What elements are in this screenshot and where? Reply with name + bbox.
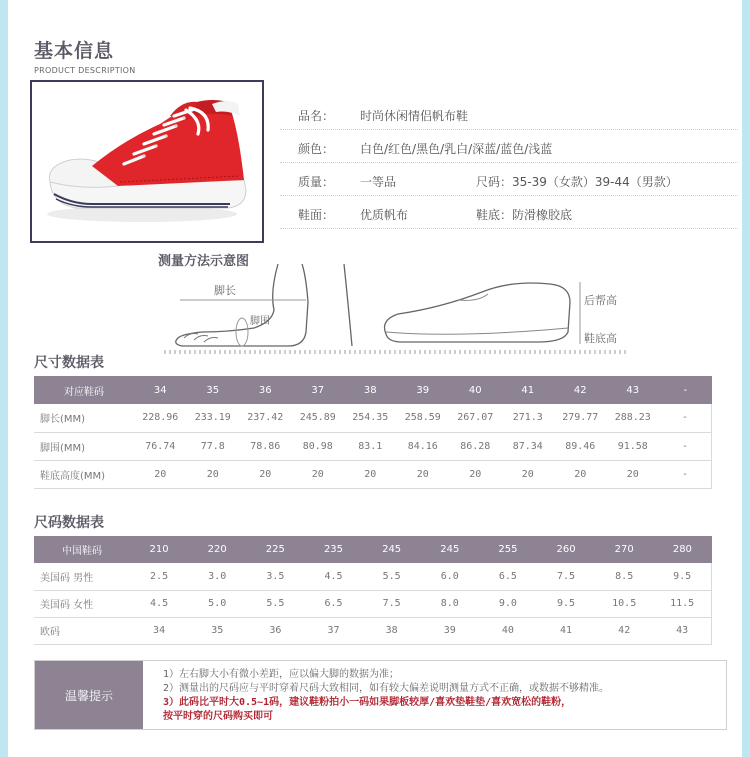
table-cell: 245 [421, 536, 479, 563]
foot-length-label: 脚长 [214, 284, 236, 297]
table-cell: 7.5 [537, 563, 595, 590]
table-cell: 80.98 [292, 432, 345, 460]
table-cell: 34 [130, 617, 188, 644]
code-table-title: 尺码数据表 [34, 515, 104, 531]
table-cell: 225 [246, 536, 304, 563]
table-cell: 78.86 [239, 432, 292, 460]
info-extra: 尺码：35-39（女款）39-44（男款） [476, 175, 678, 189]
table-cell: 245.89 [292, 404, 345, 432]
table-cell: 20 [239, 460, 292, 488]
tip-line-3: 3）此码比平时大0.5~1码，建议鞋粉拍小一码如果脚板较厚/喜欢垫鞋垫/喜欢宽松的鞋粉， [163, 697, 572, 708]
info-value: 一等品 [360, 175, 397, 189]
basic-info-subtitle: PRODUCT DESCRIPTION [34, 66, 136, 75]
table-cell: 89.46 [554, 432, 607, 460]
info-row-color [280, 130, 738, 163]
table-cell: 20 [134, 460, 187, 488]
table-cell: 5.5 [246, 590, 304, 617]
table-cell: 267.07 [449, 404, 502, 432]
tip-line-4: 按平时穿的尺码购买即可 [163, 711, 273, 722]
table-cell: 233.19 [187, 404, 240, 432]
info-value: 优质帆布 [360, 208, 409, 222]
table-cell: 9.0 [479, 590, 537, 617]
tips-box [34, 660, 727, 730]
table-row [34, 563, 712, 590]
table-row [34, 590, 712, 617]
info-value: 白色/红色/黑色/乳白/深蓝/蓝色/浅蓝 [360, 142, 553, 156]
table-cell: 5.5 [363, 563, 421, 590]
size-data-table [34, 376, 712, 489]
table-cell: 10.5 [595, 590, 653, 617]
table-cell: 83.1 [344, 432, 397, 460]
info-row-material [280, 196, 738, 229]
tips-label: 温馨提示 [35, 661, 143, 729]
table-header-row [34, 376, 712, 404]
table-cell: 43 [607, 376, 660, 404]
table-row [34, 617, 712, 644]
table-cell: 91.58 [607, 432, 660, 460]
table-cell: 20 [397, 460, 450, 488]
table-cell: 40 [449, 376, 502, 404]
table-row [34, 432, 712, 460]
table-cell: 210 [130, 536, 188, 563]
sole-height-label: 鞋底高 [584, 332, 617, 345]
table-cell: 37 [292, 376, 345, 404]
table-cell: 86.28 [449, 432, 502, 460]
table-header-row [34, 536, 712, 563]
info-label: 颜色： [298, 142, 335, 156]
table-cell: 8.5 [595, 563, 653, 590]
info-row-name [280, 97, 738, 130]
table-cell: 20 [344, 460, 397, 488]
table-cell: - [659, 432, 712, 460]
measurement-diagram [158, 262, 628, 358]
table-cell: 20 [449, 460, 502, 488]
table-cell: 4.5 [130, 590, 188, 617]
table-cell: 87.34 [502, 432, 555, 460]
measure-title: 测量方法示意图 [158, 254, 250, 269]
table-cell: 4.5 [304, 563, 362, 590]
table-cell: 37 [304, 617, 362, 644]
row-label: 欧码 [34, 617, 130, 644]
table-cell: 77.8 [187, 432, 240, 460]
table-cell: 258.59 [397, 404, 450, 432]
table-row [34, 460, 712, 488]
table-cell: 3.5 [246, 563, 304, 590]
tips-text [163, 668, 609, 724]
table-cell: 228.96 [134, 404, 187, 432]
table-cell: 280 [653, 536, 711, 563]
table-cell: 39 [421, 617, 479, 644]
table-cell: 38 [363, 617, 421, 644]
size-table-title: 尺寸数据表 [34, 355, 104, 371]
tip-line-2: 2）测量出的尺码应与平时穿着尺码大致相同，如有较大偏差说明测量方式不正确，或数据不够精准。 [163, 683, 610, 694]
basic-info-title: 基本信息 [34, 40, 115, 62]
row-label: 脚围(MM) [34, 432, 134, 460]
size-code-table [34, 536, 712, 645]
table-cell: 36 [246, 617, 304, 644]
table-cell: 20 [502, 460, 555, 488]
product-info-table [280, 97, 738, 229]
table-cell: 39 [397, 376, 450, 404]
table-cell: 76.74 [134, 432, 187, 460]
table-cell: 35 [187, 376, 240, 404]
table-cell: 42 [595, 617, 653, 644]
table-cell: 38 [344, 376, 397, 404]
table-cell: 6.5 [479, 563, 537, 590]
table-cell: 36 [239, 376, 292, 404]
tip-line-1: 1）左右脚大小有微小差距，应以偏大脚的数据为准； [163, 669, 400, 680]
row-label: 对应鞋码 [34, 376, 134, 404]
table-row [34, 404, 712, 432]
table-cell: 6.5 [304, 590, 362, 617]
table-cell: 20 [187, 460, 240, 488]
table-cell: 2.5 [130, 563, 188, 590]
row-label: 美国码 男性 [34, 563, 130, 590]
table-cell: 9.5 [653, 563, 711, 590]
table-cell: 235 [304, 536, 362, 563]
table-cell: 5.0 [188, 590, 246, 617]
table-cell: 7.5 [363, 590, 421, 617]
table-cell: - [659, 460, 712, 488]
table-cell: 34 [134, 376, 187, 404]
table-cell: 6.0 [421, 563, 479, 590]
table-cell: 288.23 [607, 404, 660, 432]
table-cell: 41 [537, 617, 595, 644]
table-cell: 20 [292, 460, 345, 488]
table-cell: 270 [595, 536, 653, 563]
table-cell: 35 [188, 617, 246, 644]
row-label: 中国鞋码 [34, 536, 130, 563]
red-canvas-sneaker-image [32, 82, 262, 241]
info-label: 品名： [298, 109, 335, 123]
table-cell: 42 [554, 376, 607, 404]
row-label: 鞋底高度(MM) [34, 460, 134, 488]
heel-height-label: 后帮高 [584, 294, 617, 307]
table-cell: 84.16 [397, 432, 450, 460]
info-extra: 鞋底：防滑橡胶底 [476, 208, 573, 222]
table-cell: 245 [363, 536, 421, 563]
info-row-quality [280, 163, 738, 196]
foot-girth-label: 脚围 [250, 316, 270, 327]
page-sheet [8, 0, 742, 757]
table-cell: 43 [653, 617, 711, 644]
info-label: 质量： [298, 175, 335, 189]
table-cell: - [659, 376, 712, 404]
table-cell: 260 [537, 536, 595, 563]
row-label: 脚长(MM) [34, 404, 134, 432]
table-cell: 279.77 [554, 404, 607, 432]
table-cell: 11.5 [653, 590, 711, 617]
table-cell: 41 [502, 376, 555, 404]
table-cell: 254.35 [344, 404, 397, 432]
table-cell: 9.5 [537, 590, 595, 617]
table-cell: 20 [554, 460, 607, 488]
table-cell: - [659, 404, 712, 432]
table-cell: 220 [188, 536, 246, 563]
table-cell: 237.42 [239, 404, 292, 432]
info-label: 鞋面： [298, 208, 335, 222]
table-cell: 271.3 [502, 404, 555, 432]
table-cell: 8.0 [421, 590, 479, 617]
product-image-frame [30, 80, 264, 243]
table-cell: 255 [479, 536, 537, 563]
row-label: 美国码 女性 [34, 590, 130, 617]
table-cell: 3.0 [188, 563, 246, 590]
table-cell: 40 [479, 617, 537, 644]
info-value: 时尚休闲情侣帆布鞋 [360, 109, 469, 123]
table-cell: 20 [607, 460, 660, 488]
